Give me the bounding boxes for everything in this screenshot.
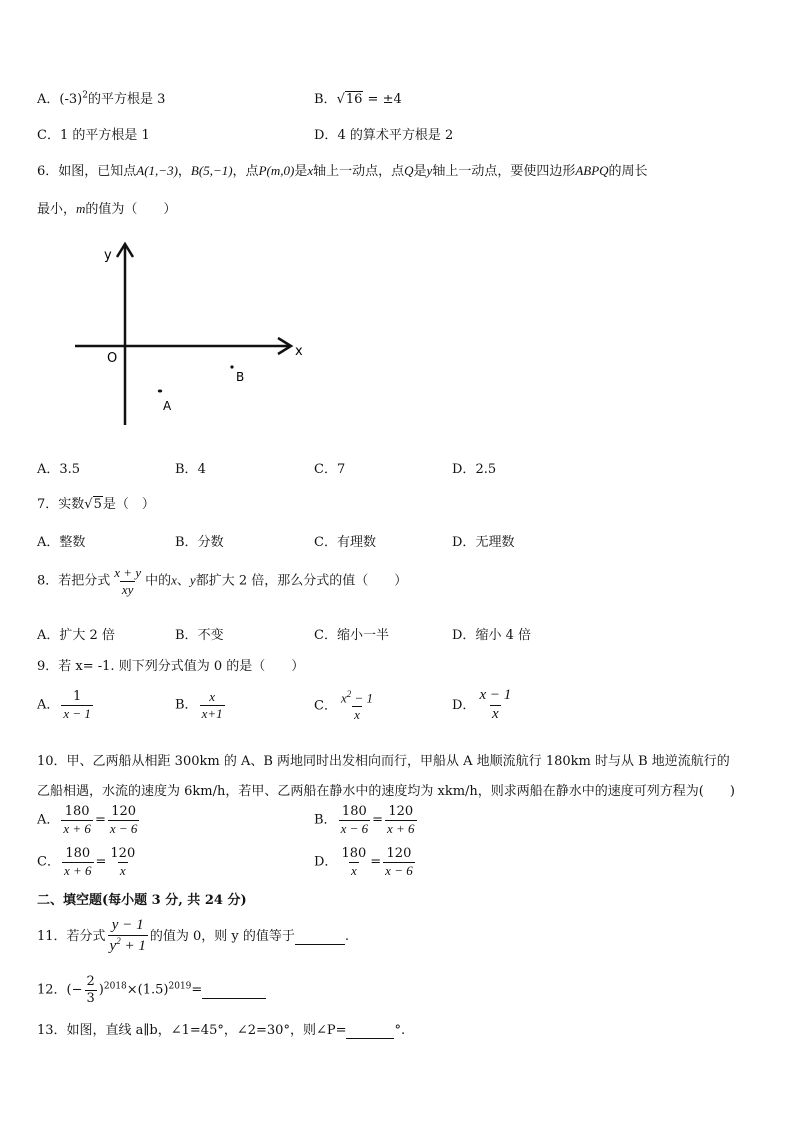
answer-blank[interactable]	[346, 1023, 394, 1039]
q8-option-a: A．扩大 2 倍	[37, 628, 115, 643]
q8-option-b: B．不变	[175, 628, 224, 643]
q10-option-d: D． $\frac{180}{x}$ = $\frac{120}{x - 6}$	[314, 846, 413, 878]
q8-option-d: D．缩小 4 倍	[452, 628, 531, 643]
q10-option-b: B． $\frac{180}{x - 6}$ = $\frac{120}{x + 6}$	[314, 804, 415, 836]
q5-option-d: D．4 的算术平方根是 2	[314, 128, 454, 143]
q7-option-a: A．整数	[37, 535, 86, 550]
q6-option-b: B．4	[175, 462, 206, 477]
q6-stem-line1: 6．如图，已知点A(1,−3)，B(5,−1)，点P(m,0)是x轴上一动点，点Q是y轴上一动点，要使四边形ABPQ的周长	[37, 163, 648, 179]
answer-blank[interactable]	[202, 983, 266, 999]
q9-option-a: A． $\frac{1}{x - 1}$	[37, 689, 91, 721]
q9-stem: 9．若 x= -1. 则下列分式值为 0 的是（ ）	[37, 659, 305, 674]
q6-option-d: D．2.5	[452, 462, 497, 477]
q5-option-a: A．$(-3)^2$的平方根是 3	[37, 90, 166, 107]
origin-label: O	[107, 351, 118, 366]
q9-option-c: C． $\frac{x^2 - 1}{x}$	[314, 689, 374, 722]
q11-stem: 11．若分式 $\frac{y - 1}{y^2 + 1}$ 的值为 0，则 y 的值等于 .	[37, 917, 349, 954]
point-a-label: A	[163, 399, 172, 413]
point-b	[230, 365, 233, 368]
q5-option-b: B．√16 = ±4	[314, 92, 402, 107]
x-axis-label: x	[295, 344, 303, 359]
q8-option-c: C．缩小一半	[314, 628, 389, 643]
section-2-title: 二、填空题(每小题 3 分, 共 24 分)	[37, 893, 247, 908]
q7-option-d: D．无理数	[452, 535, 515, 550]
q13-stem: 13．如图，直线 a∥b，∠1=45°，∠2=30°，则∠P= °.	[37, 1023, 406, 1038]
point-a	[158, 390, 162, 393]
q6-option-c: C．7	[314, 462, 346, 477]
q10-stem-line2: 乙船相遇，水流的速度为 6km/h，若甲、乙两船在静水中的速度均为 xkm/h，则求两船在静水中的速度可列方程为( )	[37, 784, 735, 799]
q10-option-c: C． $\frac{180}{x + 6}$ = $\frac{120}{x}$	[37, 846, 136, 878]
q10-option-a: A． $\frac{180}{x + 6}$ = $\frac{120}{x - 6}$	[37, 804, 138, 836]
q8-fraction: $\frac{x + y}{xy}$	[114, 565, 142, 597]
sqrt-symbol: √5	[84, 497, 102, 512]
answer-blank[interactable]	[295, 929, 345, 945]
q6-stem-line2: 最小，m的值为（ ）	[37, 201, 177, 217]
point-b-label: B	[236, 370, 245, 384]
y-axis-label: y	[104, 248, 112, 263]
q7-option-b: B．分数	[175, 535, 224, 550]
q6-coordinate-figure	[60, 235, 320, 435]
q7-stem: 7．实数√5是（ ）	[37, 497, 155, 512]
q9-option-b: B． $\frac{x}{x+1}$	[175, 689, 223, 721]
q5-option-c: C．1 的平方根是 1	[37, 128, 150, 143]
q12-stem: 12．(− $\frac{2}{3}$ )$^{2018}\times(1.5)^{2019}=$	[37, 975, 266, 1005]
q9-option-d: D． $\frac{x - 1}{x}$	[452, 687, 512, 722]
sqrt-symbol: √16	[336, 92, 363, 107]
q11-fraction: $\frac{y - 1}{y^2 + 1}$	[109, 917, 146, 954]
q6-option-a: A．3.5	[37, 462, 81, 477]
q10-stem-line1: 10．甲、乙两船从相距 300km 的 A、B 两地同时出发相向而行，甲船从 A 地顺流航行 180km 时与从 B 地逆流航行的	[37, 754, 730, 769]
q7-option-c: C．有理数	[314, 535, 376, 550]
q8-stem: 8．若把分式 $\frac{x + y}{xy}$ 中的x、y都扩大 2 倍，那么分式的值（ ）	[37, 565, 408, 597]
